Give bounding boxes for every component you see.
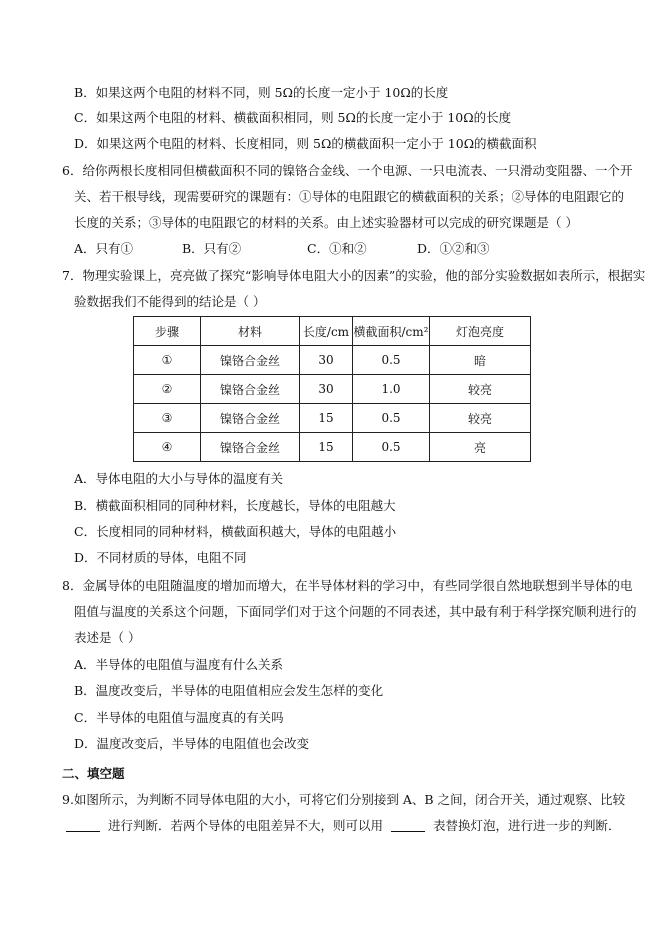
cell-length: 15 (300, 404, 353, 433)
q6-option-b: B．只有② (182, 241, 242, 256)
q8-option-c: C．半导体的电阻值与温度真的有关吗 (74, 710, 284, 725)
q9-text-a: 进行判断．若两个导体的电阻差异不大，则可以用 (107, 818, 383, 833)
q5-option-d: D．如果这两个电阻的材料、长度相同，则 5Ω的横截面积一定小于 10Ω的横截面积 (74, 136, 537, 151)
cell-area: 0.5 (353, 433, 430, 462)
cell-material: 镍铬合金丝 (201, 404, 300, 433)
experiment-data-table (133, 316, 531, 462)
q7-option-b: B．横截面积相同的同种材料，长度越长，导体的电阻越大 (74, 498, 396, 513)
table-row (134, 404, 531, 433)
cell-area: 0.5 (353, 404, 430, 433)
section-title: 二、填空题 (62, 766, 125, 781)
q8-stem-line-1: 8．金属导体的电阻随温度的增加而增大，在半导体材料的学习中，有些同学很自然地联想到半导体的电 (62, 578, 633, 593)
q8-option-a: A．半导体的电阻值与温度有什么关系 (74, 657, 284, 672)
cell-brightness: 暗 (430, 346, 531, 375)
table-row (134, 433, 531, 462)
q6-option-c: C．①和② (307, 241, 367, 256)
header-material: 材料 (201, 317, 300, 346)
q8-stem-line-3: 表述是（ ） (74, 630, 141, 645)
table-header-row (134, 317, 531, 346)
cell-area: 0.5 (353, 346, 430, 375)
cell-material: 镍铬合金丝 (201, 346, 300, 375)
q6-stem-line-3: 长度的关系；③导体的电阻跟它的材料的关系。由上述实验器材可以完成的研究课题是（ ） (74, 215, 578, 230)
table-row (134, 346, 531, 375)
header-step: 步骤 (134, 317, 201, 346)
cell-length: 30 (300, 346, 353, 375)
cell-brightness: 较亮 (430, 404, 531, 433)
cell-step: ② (134, 375, 201, 404)
cell-step: ① (134, 346, 201, 375)
answer-blank-2[interactable] (391, 817, 425, 832)
q6-option-d: D．①②和③ (417, 241, 490, 256)
q7-stem-line-2: 验数据我们不能得到的结论是（ ） (74, 294, 266, 309)
cell-material: 镍铬合金丝 (201, 433, 300, 462)
q6-option-a: A．只有① (74, 241, 134, 256)
q5-option-b: B．如果这两个电阻的材料不同，则 5Ω的长度一定小于 10Ω的长度 (74, 85, 449, 100)
header-area: 横截面积/cm² (353, 317, 430, 346)
q7-option-d: D．不同材质的导体，电阻不同 (74, 550, 247, 565)
cell-brightness: 亮 (430, 433, 531, 462)
q8-stem-line-2: 阻值与温度的关系这个问题，下面同学们对于这个问题的不同表述，其中最有利于科学探究顺利进行的 (74, 604, 637, 619)
cell-step: ③ (134, 404, 201, 433)
q6-options (74, 240, 554, 258)
answer-blank-1[interactable] (66, 817, 100, 832)
cell-length: 15 (300, 433, 353, 462)
cell-brightness: 较亮 (430, 375, 531, 404)
q6-stem-line-2: 关、若干根导线，现需要研究的课题有：①导体的电阻跟它的横截面积的关系；②导体的电阻跟它的 (74, 189, 625, 204)
q8-option-d: D．温度改变后，半导体的电阻值也会改变 (74, 736, 310, 751)
q5-option-c: C．如果这两个电阻的材料、横截面积相同，则 5Ω的长度一定小于 10Ω的长度 (74, 110, 512, 125)
q6-stem-line-1: 6．给你两根长度相同但横截面积不同的镍铬合金线、一个电源、一只电流表、一只滑动变阻器、一个开 (62, 163, 633, 178)
cell-area: 1.0 (353, 375, 430, 404)
q7-option-a: A．导体电阻的大小与导体的温度有关 (74, 471, 284, 486)
q7-option-c: C．长度相同的同种材料，横截面积越大，导体的电阻越小 (74, 524, 397, 539)
header-brightness: 灯泡亮度 (430, 317, 531, 346)
q8-option-b: B．温度改变后，半导体的电阻值相应会发生怎样的变化 (74, 683, 384, 698)
cell-step: ④ (134, 433, 201, 462)
q9-text-b: 表替换灯泡，进行进一步的判断． (432, 818, 621, 833)
q9-stem-line-2 (62, 817, 620, 835)
q7-stem-line-1: 7．物理实验课上，亮亮做了探究“影响导体电阻大小的因素”的实验，他的部分实验数据如表所示，根据实 (62, 268, 646, 283)
cell-material: 镍铬合金丝 (201, 375, 300, 404)
header-length: 长度/cm (300, 317, 353, 346)
q9-stem-line-1: 9.如图所示，为判断不同导体电阻的大小，可将它们分别接到 A、B 之间，闭合开关，通过观察、比较 (62, 792, 626, 807)
cell-length: 30 (300, 375, 353, 404)
table-row (134, 375, 531, 404)
